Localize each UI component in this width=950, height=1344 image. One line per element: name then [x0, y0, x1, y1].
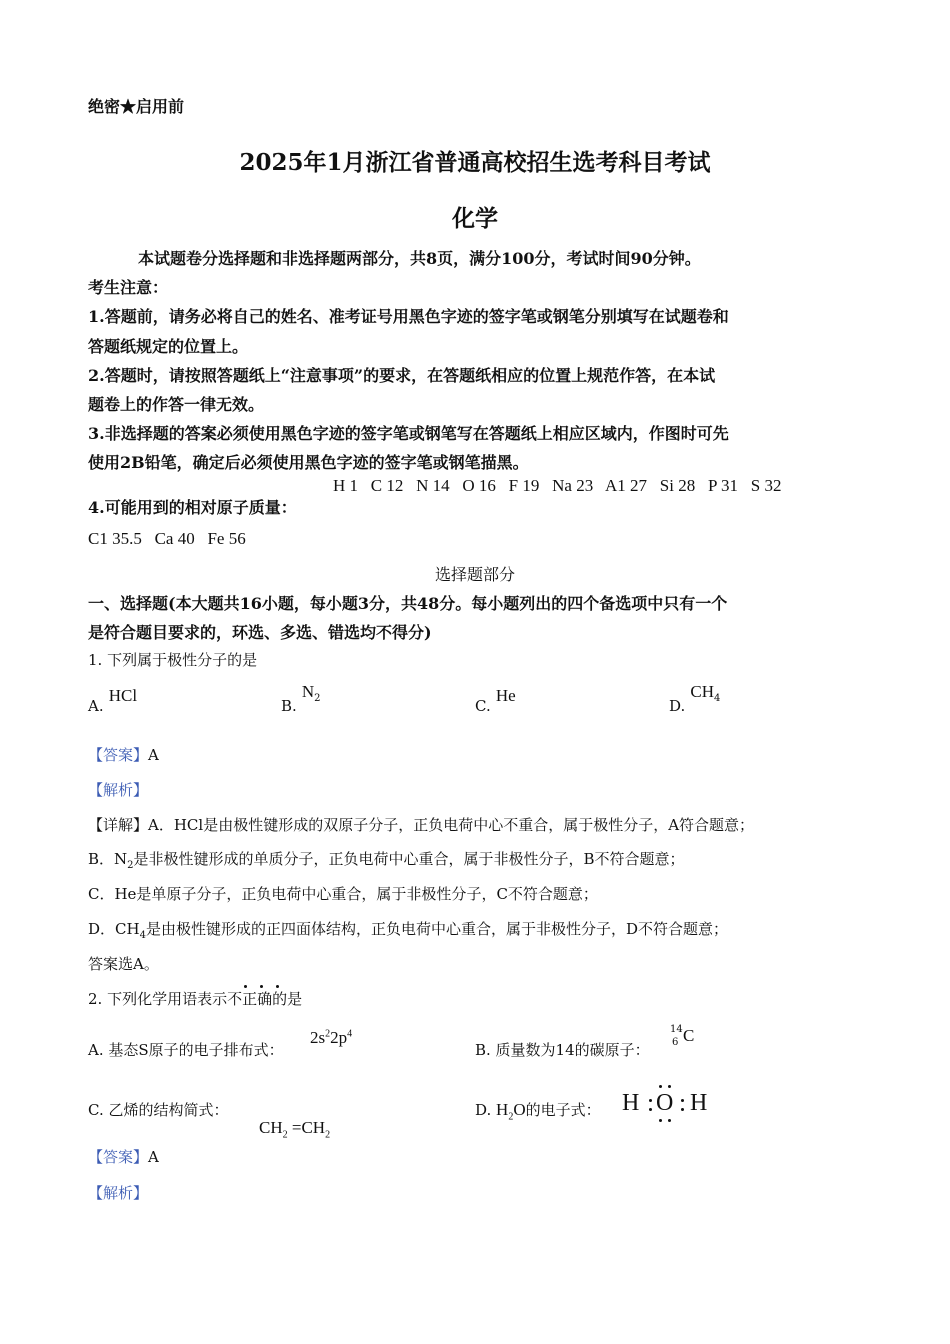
q1-detail-d: D．$CH_4$是由极性键形成的正四面体结构，正负电荷中心重合，属于非极性分子，D不符合题意； — [88, 920, 728, 941]
emphasis-dot — [244, 985, 247, 988]
atomic-masses-line-2: C1 35.5 Ca 40 Fe 56 — [88, 529, 246, 548]
q2-answer: 【答案】A — [88, 1148, 159, 1166]
section-heading-line-2: 是符合题目要求的，环选、多选、错选均不得分) — [88, 623, 432, 642]
q2-analysis-tag: 【解析】 — [88, 1184, 149, 1202]
notice-heading: 考生注意： — [88, 278, 169, 297]
q1-option-b: B. $N_2$ — [281, 682, 321, 715]
subject-title: 化学 — [452, 205, 498, 232]
q2-stem: 2. 下列化学用语表示不正确的是 — [88, 990, 303, 1008]
q1-option-a-formula: HCl — [108, 686, 138, 705]
note-1-line-1: 1.答题前，请务必将自己的姓名、准考证号用黑色字迹的签字笔或钢笔分别填写在试题卷和 — [88, 307, 729, 326]
q2-option-c: C. 乙烯的结构简式： — [88, 1101, 229, 1119]
q2-lewis-structure: H O H — [622, 1090, 712, 1124]
q1-stem: 1. 下列属于极性分子的是 — [88, 651, 258, 669]
electron-dot — [649, 1099, 652, 1102]
exam-title: 2025年1月浙江省普通高校招生选考科目考试 — [239, 149, 711, 176]
q2-option-b: B. 质量数为14的碳原子： — [475, 1041, 650, 1059]
q1-option-c: C. He — [475, 686, 516, 715]
note-3-line-2: 使用2B铅笔，确定后必须使用黑色字迹的签字笔或钢笔描黑。 — [88, 453, 529, 472]
q1-detail-a: 【详解】A．HCl是由极性键形成的双原子分子，正负电荷中心不重合，属于极性分子，A符合题意； — [88, 816, 755, 834]
q1-conclusion: 答案选A。 — [88, 955, 159, 973]
section-heading-line-1: 一、选择题(本大题共16小题，每小题3分，共48分。每小题列出的四个备选项中只有一个 — [88, 594, 728, 613]
q2-option-d: D. $H_2O$的电子式： — [475, 1100, 601, 1123]
q1-answer: 【答案】A — [88, 746, 159, 764]
emphasis-dot — [260, 985, 263, 988]
q1-option-a: A. HCl — [88, 686, 138, 715]
q2-option-b-nuclide: 14 6 C — [670, 1024, 695, 1048]
q1-detail-b: B．$N_2$是非极性键形成的单质分子，正负电荷中心重合，属于非极性分子，B不符合题意； — [88, 850, 685, 871]
electron-dot — [659, 1085, 662, 1088]
intro-summary: 本试题卷分选择题和非选择题两部分，共8页，满分100分，考试时间90分钟。 — [138, 249, 701, 268]
electron-dot — [668, 1119, 671, 1122]
confidential-label: 绝密★启用前 — [88, 97, 185, 116]
q1-option-d: D. $CH_4$ — [669, 682, 721, 715]
q2-option-a-formula: $2s^22p^4$ — [310, 1028, 353, 1047]
q1-analysis-tag: 【解析】 — [88, 781, 149, 799]
note-4-label: 4.可能用到的相对原子质量： — [88, 498, 297, 517]
electron-dot — [668, 1085, 671, 1088]
note-1-line-2: 答题纸规定的位置上。 — [88, 337, 249, 356]
electron-dot — [649, 1108, 652, 1111]
emphasis-dot — [276, 985, 279, 988]
electron-dot — [681, 1099, 684, 1102]
electron-dot — [681, 1108, 684, 1111]
q2-option-a: A. 基态S原子的电子排布式： — [88, 1041, 284, 1059]
electron-dot — [659, 1119, 662, 1122]
note-2-line-2: 题卷上的作答一律无效。 — [88, 395, 265, 414]
note-3-line-1: 3.非选择题的答案必须使用黑色字迹的签字笔或钢笔写在答题纸上相应区域内，作图时可先 — [88, 424, 729, 443]
note-2-line-1: 2.答题时，请按照答题纸上“注意事项”的要求，在答题纸相应的位置上规范作答，在本试 — [88, 366, 716, 385]
q1-detail-c: C．He是单原子分子，正负电荷中心重合，属于非极性分子，C不符合题意； — [88, 885, 598, 903]
atomic-masses-line-1: H 1 C 12 N 14 O 16 F 19 Na 23 A1 27 Si 28 P 31 S 32 — [333, 476, 782, 495]
q2-stem-emphasis: 不正确 — [227, 990, 273, 1008]
part-title: 选择题部分 — [434, 565, 515, 584]
q2-option-c-formula: $CH_2 =CH_2$ — [259, 1118, 331, 1141]
